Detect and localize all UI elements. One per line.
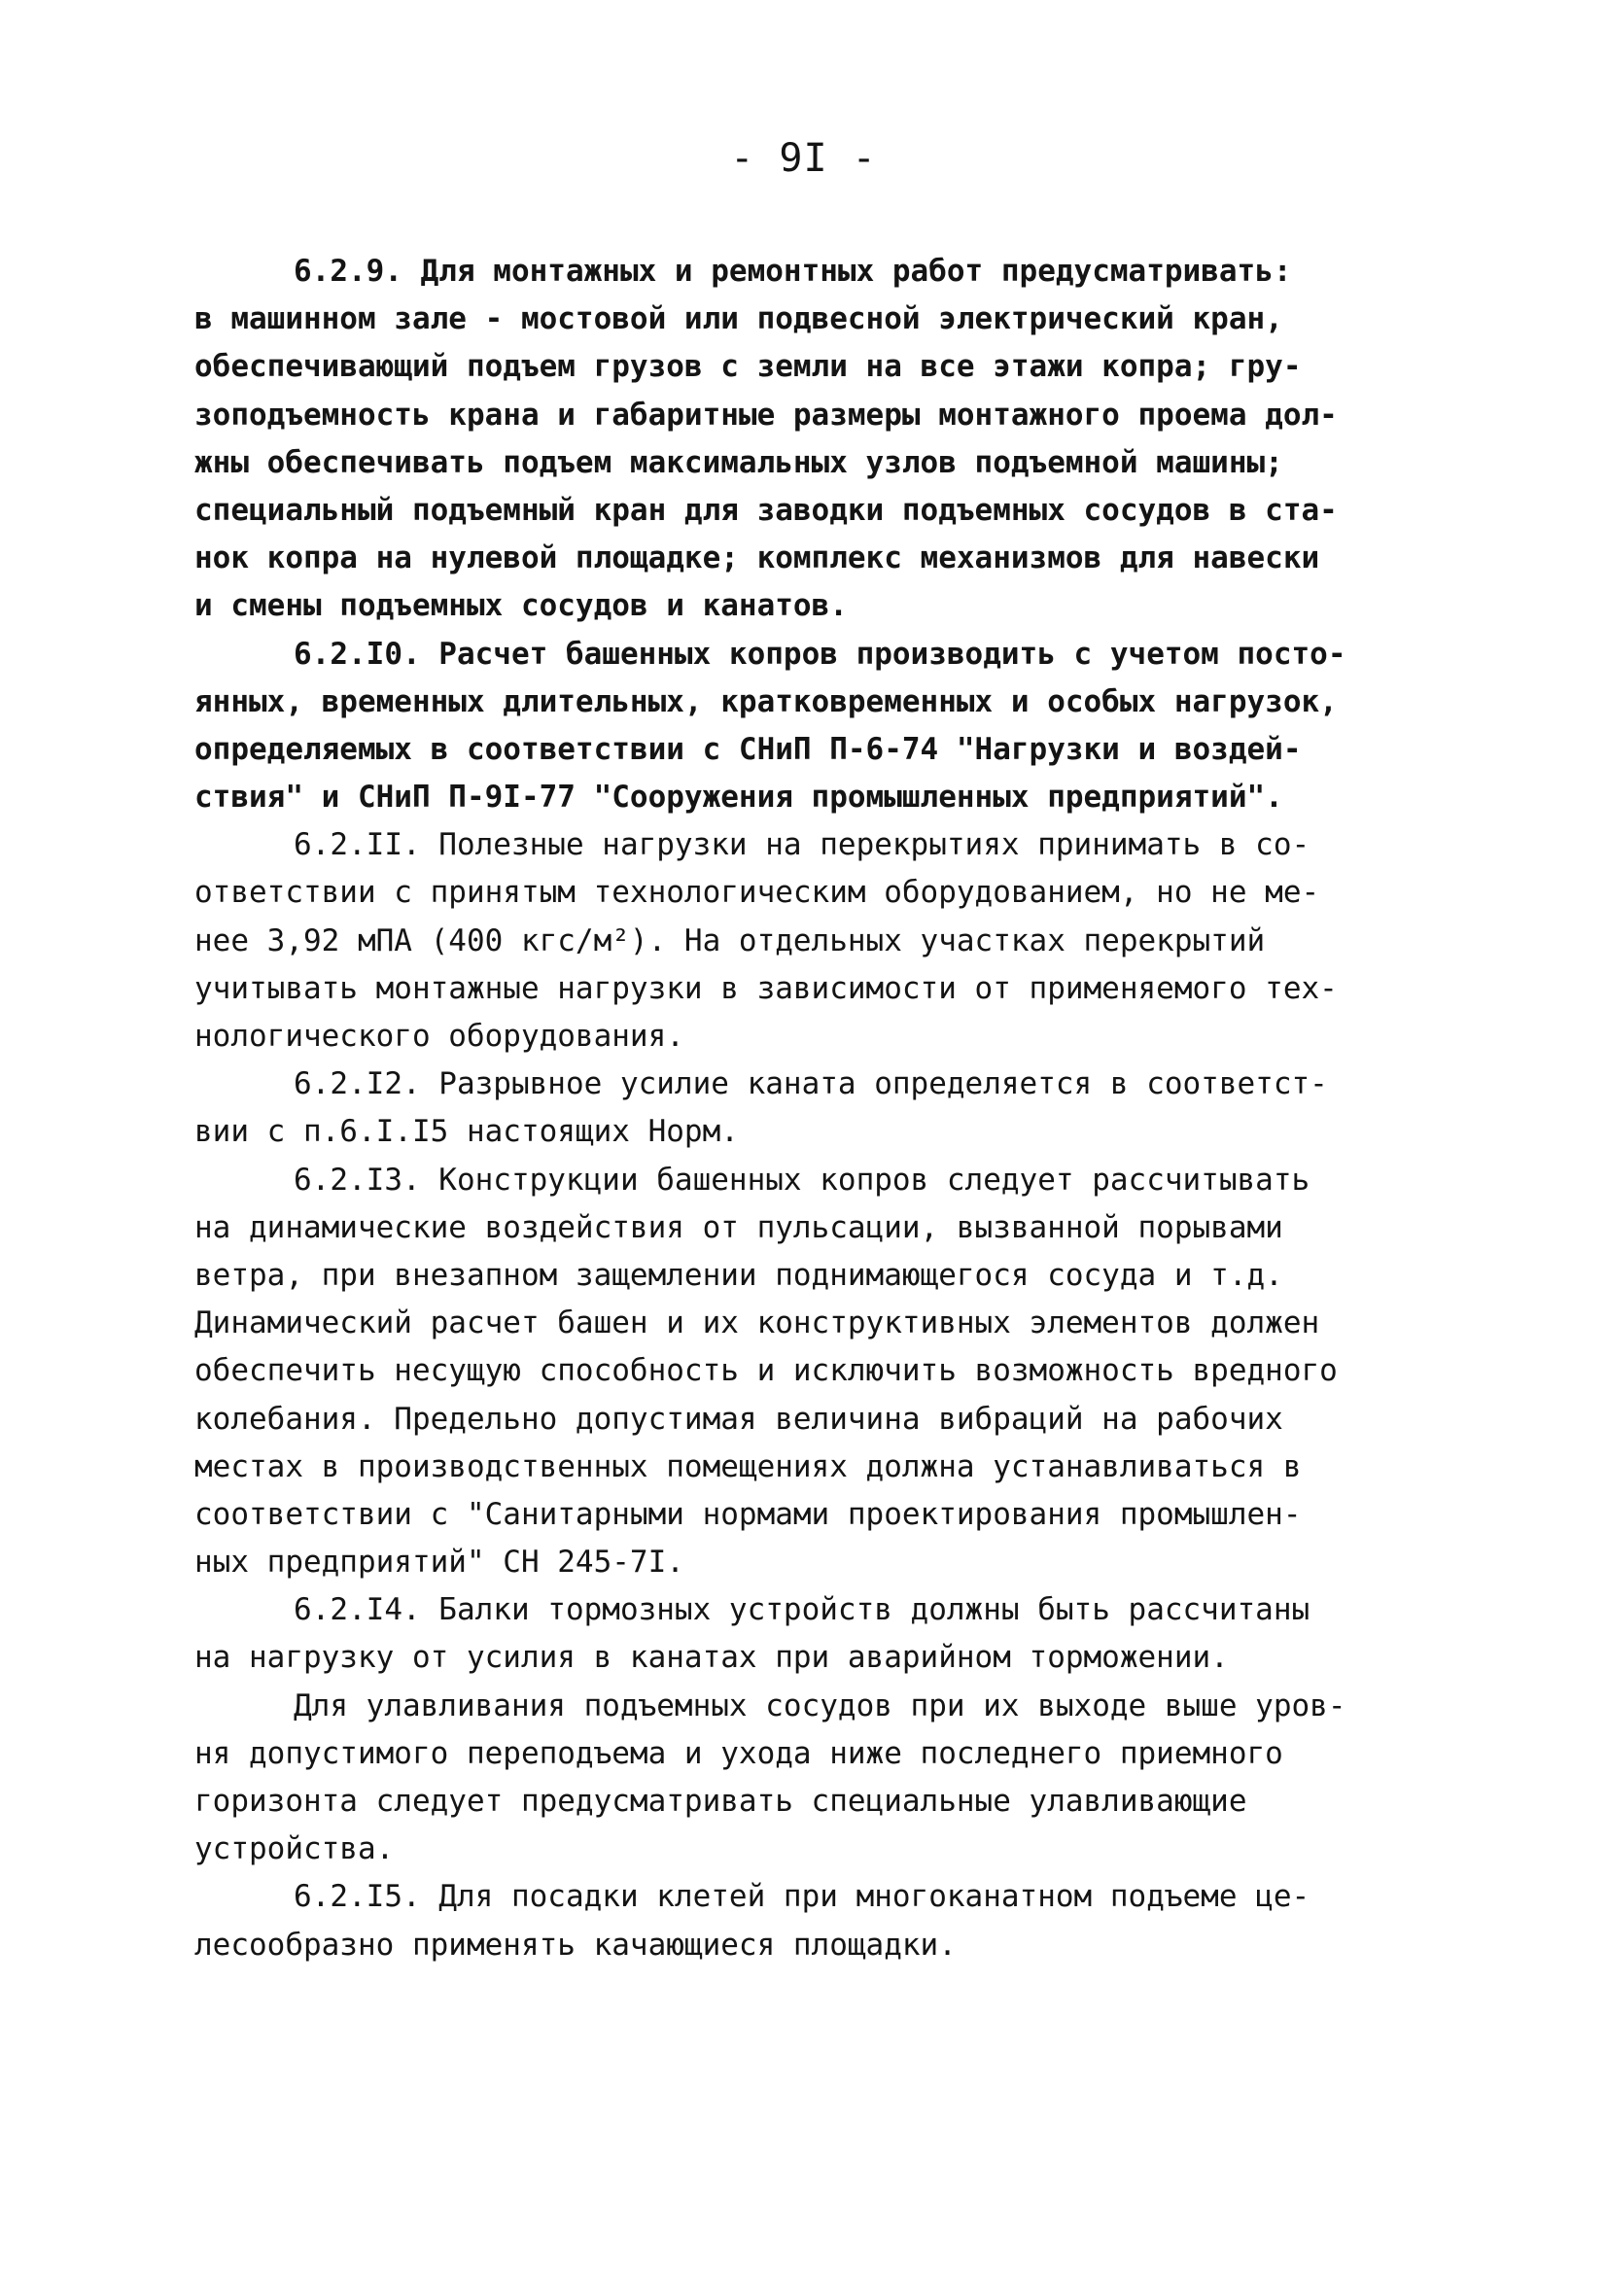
text-line: горизонта следует предусматривать специальные улавливающие [194, 1784, 1247, 1819]
text-line: специальный подъемный кран для заводки подъемных сосудов в ста- [194, 492, 1338, 528]
text-line: 6.2.I3. Конструкции башенных копров следует рассчитывать [294, 1162, 1310, 1198]
text-line: устройства. [194, 1831, 395, 1867]
text-line: нологического оборудования. [194, 1019, 684, 1054]
clause-6-2-11 [194, 821, 1478, 1061]
text-line: ветра, при внезапном защемлении поднимающегося сосуда и т.д. [194, 1257, 1283, 1293]
clause-6-2-14-continuation [194, 1683, 1478, 1874]
clause-6-2-14 [194, 1586, 1478, 1682]
text-line: 6.2.II. Полезные нагрузки на перекрытиях принимать в со- [294, 827, 1310, 863]
clause-6-2-9 [194, 248, 1478, 631]
text-line: 6.2.I4. Балки тормозных устройств должны быть рассчитаны [294, 1592, 1310, 1628]
text-line: ня допустимого переподъема и ухода ниже последнего приемного [194, 1735, 1283, 1771]
document-body [194, 248, 1478, 1969]
text-line: и смены подъемных сосудов и канатов. [194, 588, 848, 624]
text-line: нее 3,92 мПА (400 кгс/м²). На отдельных участках перекрытий [194, 922, 1266, 958]
text-line: ных предприятий" СН 245-7I. [194, 1545, 684, 1581]
text-line: 6.2.9. Для монтажных и ремонтных работ предусматривать: [294, 254, 1292, 289]
text-line: ответствии с принятым технологическим оборудованием, но не ме- [194, 875, 1320, 911]
clause-6-2-15 [194, 1873, 1478, 1968]
text-line: 6.2.I0. Расчет башенных копров производить с учетом посто- [294, 636, 1346, 672]
clause-6-2-12 [194, 1061, 1478, 1156]
page-number: - 9I - [730, 136, 877, 181]
text-line: Для улавливания подъемных сосудов при их выходе выше уров- [294, 1687, 1346, 1723]
text-line: определяемых в соответствии с СНиП П-6-74 "Нагрузки и воздей- [194, 731, 1302, 767]
text-line: колебания. Предельно допустимая величина вибраций на рабочих [194, 1401, 1283, 1437]
text-line: жны обеспечивать подъем максимальных узлов подъемной машины; [194, 444, 1283, 480]
clause-6-2-13 [194, 1157, 1478, 1587]
text-line: зоподъемность крана и габаритные размеры монтажного проема дол- [194, 397, 1338, 433]
text-line: местах в производственных помещениях должна устанавливаться в [194, 1448, 1302, 1484]
text-line: 6.2.I2. Разрывное усилие каната определяется в соответст- [294, 1066, 1328, 1102]
text-line: Динамический расчет башен и их конструктивных элементов должен [194, 1305, 1320, 1341]
text-line: обеспечивающий подъем грузов с земли на все этажи копра; гру- [194, 349, 1302, 385]
clause-6-2-10 [194, 631, 1478, 822]
text-line: учитывать монтажные нагрузки в зависимости от применяемого тех- [194, 970, 1338, 1006]
text-line: нок копра на нулевой площадке; комплекс механизмов для навески [194, 540, 1320, 576]
text-line: на динамические воздействия от пульсации, вызванной порывами [194, 1209, 1283, 1245]
text-line: соответствии с "Санитарными нормами проектирования промышлен- [194, 1496, 1302, 1532]
text-line: ствия" и СНиП П-9I-77 "Сооружения промышленных предприятий". [194, 780, 1283, 816]
text-line: янных, временных длительных, кратковременных и особых нагрузок, [194, 683, 1338, 719]
text-line: вии с п.6.I.I5 настоящих Норм. [194, 1114, 739, 1150]
text-line: обеспечить несущую способность и исключить возможность вредного [194, 1353, 1338, 1389]
text-line: 6.2.I5. Для посадки клетей при многоканатном подъеме це- [294, 1879, 1310, 1915]
text-line: на нагрузку от усилия в канатах при аварийном торможении. [194, 1640, 1229, 1676]
text-line: в машинном зале - мостовой или подвесной электрический кран, [194, 301, 1283, 337]
text-line: лесообразно применять качающиеся площадки. [194, 1927, 957, 1963]
